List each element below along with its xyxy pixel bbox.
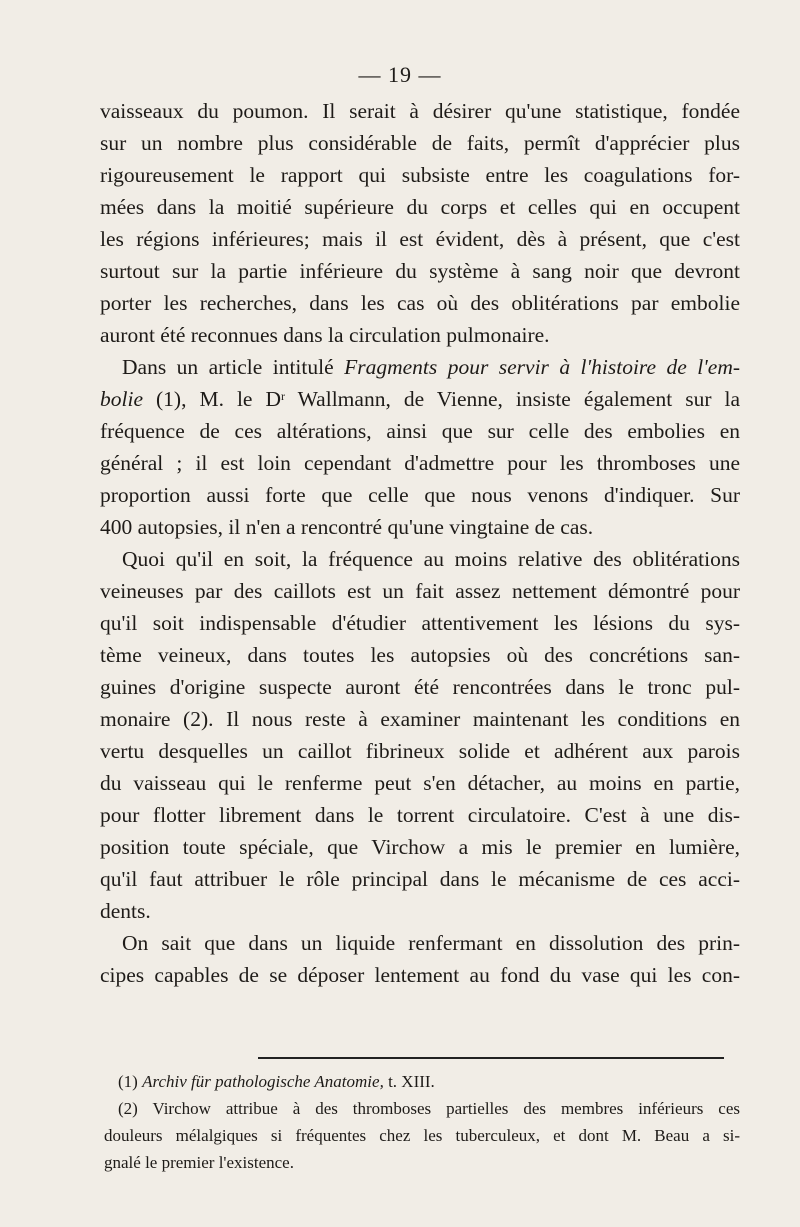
footnote-line: gnalé le premier l'existence. — [104, 1153, 294, 1172]
text-line: dents. — [100, 899, 151, 923]
paragraph-3 — [100, 543, 740, 927]
main-text — [100, 95, 740, 991]
text-run: t. XIII. — [383, 1072, 435, 1091]
paragraph-1 — [100, 95, 740, 351]
text-line: qu'il soit indispensable d'étudier attentivement les lésions du sys- — [100, 611, 740, 635]
text-line: 400 autopsies, il n'en a rencontré qu'une vingtaine de cas. — [100, 515, 594, 539]
footnote-divider — [258, 1057, 724, 1059]
footnotes — [104, 1068, 740, 1176]
text-line: auront été reconnues dans la circulation pulmonaire. — [100, 323, 550, 347]
footnote-marker: (1) — [118, 1072, 143, 1091]
text-line: monaire (2). Il nous reste à examiner maintenant les conditions en — [100, 707, 740, 731]
page-number: — 19 — — [358, 62, 442, 87]
text-line: mées dans la moitié supérieure du corps et celles qui en occupent — [100, 195, 740, 219]
text-line: guines d'origine suspecte auront été rencontrées dans le tronc pul- — [100, 675, 740, 699]
text-run: Wallmann, de Vienne, insiste également sur la — [285, 387, 740, 411]
text-line: vertu desquelles un caillot fibrineux solide et adhérent aux parois — [100, 739, 740, 763]
text-line: du vaisseau qui le renferme peut s'en détacher, au moins en partie, — [100, 771, 740, 795]
text-line: position toute spéciale, que Virchow a mis le premier en lumière, — [100, 835, 740, 859]
text-line — [100, 383, 740, 415]
superscript: r — [281, 389, 285, 403]
text-line: général ; il est loin cependant d'admettre pour les thromboses une — [100, 451, 740, 475]
text-line: qu'il faut attribuer le rôle principal dans le mécanisme de ces acci- — [100, 867, 740, 891]
text-line: On sait que dans un liquide renfermant en dissolution des prin- — [122, 931, 740, 955]
text-run: (1), M. le D — [143, 387, 281, 411]
text-line — [100, 351, 740, 383]
article-title: Fragments pour servir à l'histoire de l'em- — [344, 355, 741, 379]
text-line: sur un nombre plus considérable de faits, permît d'apprécier plus — [100, 131, 740, 155]
text-line: cipes capables de se déposer lentement au fond du vase qui les con- — [100, 963, 740, 987]
text-line: tème veineux, dans toutes les autopsies où des concrétions san- — [100, 643, 740, 667]
footnote-line: douleurs mélalgiques si fréquentes chez les tuberculeux, et dont M. Beau a si- — [104, 1126, 740, 1145]
text-line: veineuses par des caillots est un fait assez nettement démontré pour — [100, 579, 740, 603]
footnote-1 — [104, 1068, 740, 1095]
text-run: Dans un article intitulé — [122, 355, 345, 379]
text-line: vaisseaux du poumon. Il serait à désirer qu'une statistique, fondée — [100, 99, 740, 123]
paragraph-2 — [100, 351, 740, 543]
text-line: les régions inférieures; mais il est évident, dès à présent, que c'est — [100, 227, 740, 251]
text-line: rigoureusement le rapport qui subsiste entre les coagulations for- — [100, 163, 740, 187]
text-line: porter les recherches, dans les cas où des oblitérations par embolie — [100, 291, 740, 315]
text-line: Quoi qu'il en soit, la fréquence au moins relative des oblitérations — [122, 547, 740, 571]
text-line: pour flotter librement dans le torrent circulatoire. C'est à une dis- — [100, 803, 740, 827]
text-line: surtout sur la partie inférieure du système à sang noir que devront — [100, 259, 740, 283]
text-line: fréquence de ces altérations, ainsi que sur celle des embolies en — [100, 419, 740, 443]
text-line: proportion aussi forte que celle que nous venons d'indiquer. Sur — [100, 483, 740, 507]
article-title-cont: bolie — [100, 387, 143, 411]
journal-title: Archiv für pathologische Anatomie, — [142, 1072, 384, 1091]
paragraph-4 — [100, 927, 740, 991]
footnote-2: (2) Virchow attribue à des thromboses partielles des membres inférieurs ces — [118, 1099, 740, 1118]
